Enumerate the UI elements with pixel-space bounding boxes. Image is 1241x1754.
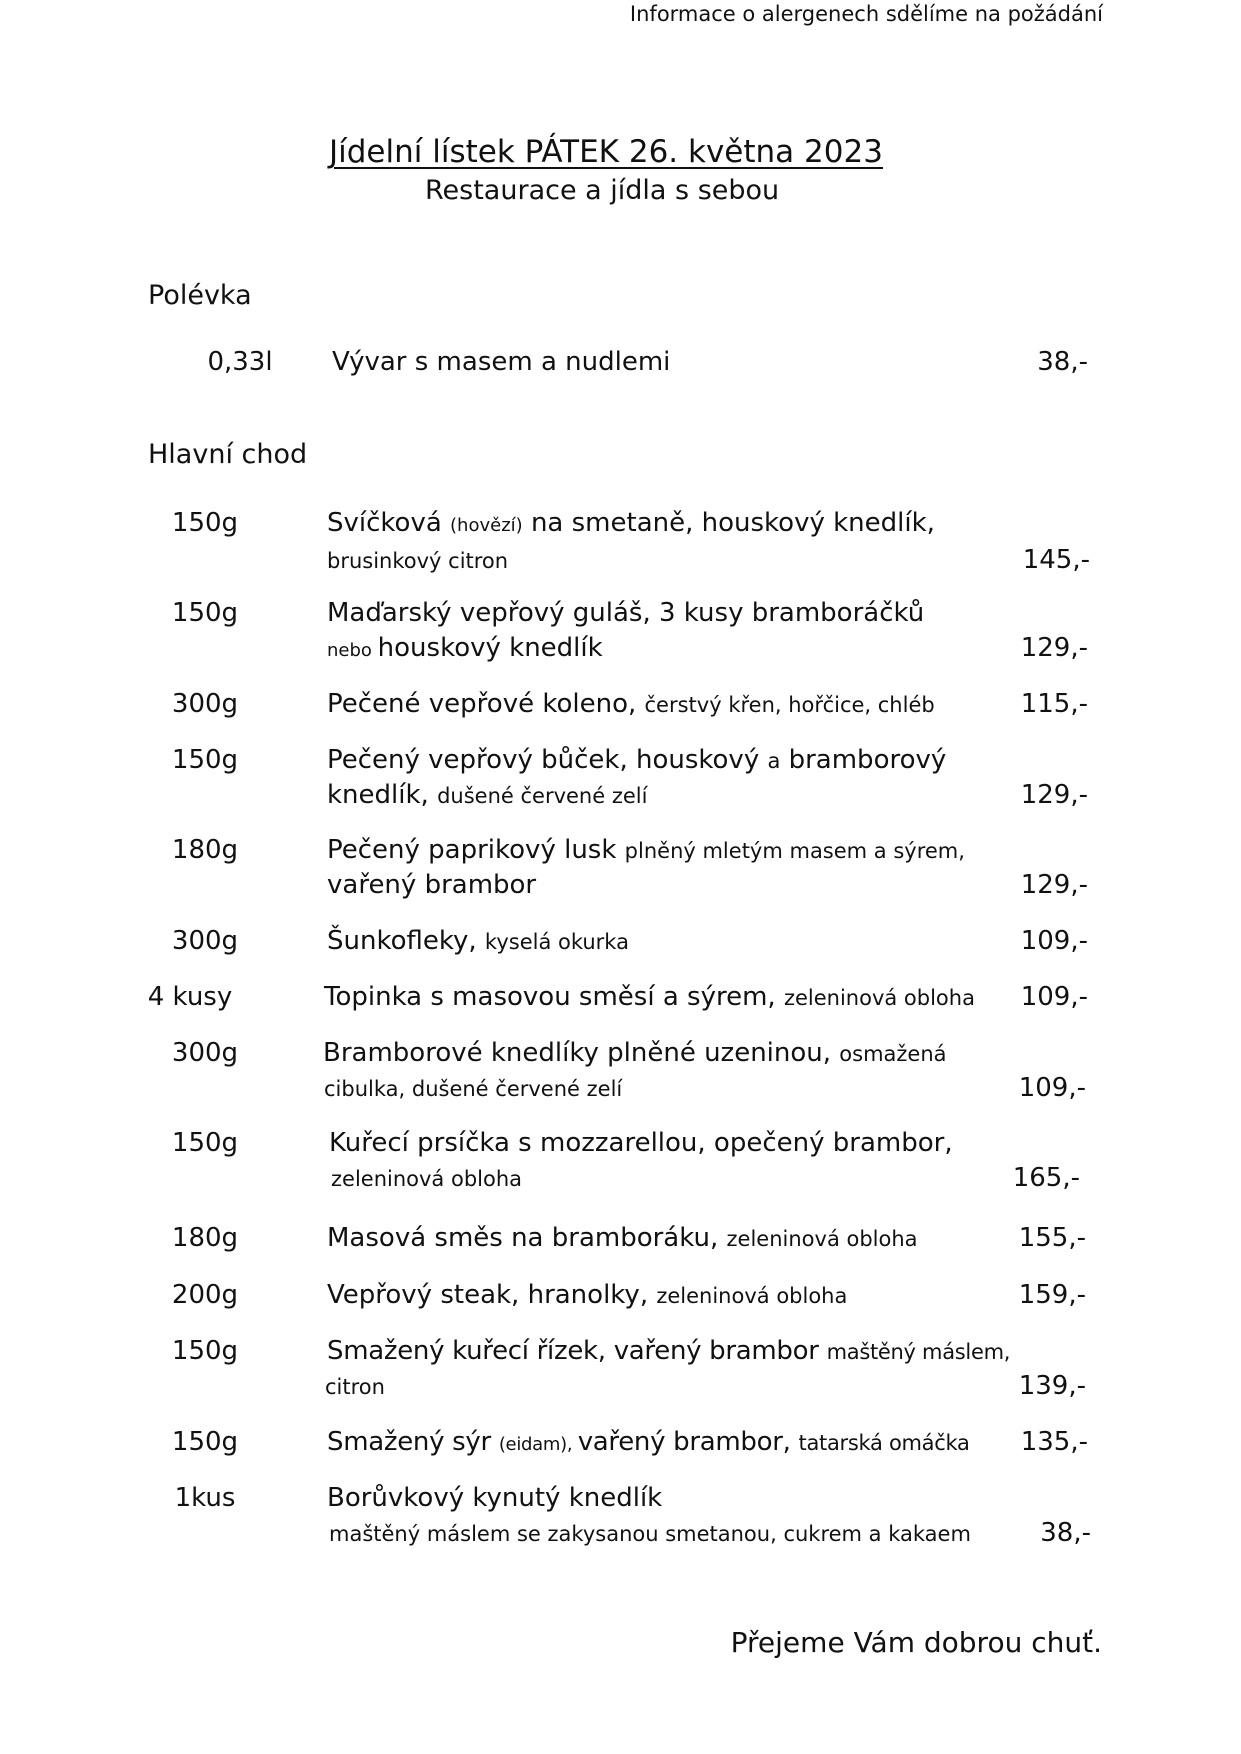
section-heading-soup: Polévka [148, 280, 252, 311]
item-weight: 150g [171, 598, 239, 628]
item-name: Svíčková (hovězí) na smetaně, houskový knedlík, [327, 508, 935, 538]
item-weight: 150g [171, 1336, 239, 1366]
item-description: citron [325, 1375, 385, 1399]
item-weight: 0,33l [207, 347, 273, 377]
item-price: 129,- [1020, 633, 1088, 663]
item-price: 109,- [1020, 926, 1088, 956]
item-price: 115,- [1020, 689, 1088, 719]
item-weight: 150g [171, 1128, 239, 1158]
item-name: Kuřecí prsíčka s mozzarellou, opečený brambor, [329, 1128, 953, 1158]
item-name: Pečené vepřové koleno, čerstvý křen, hořčice, chléb [327, 689, 935, 719]
item-weight: 300g [171, 1038, 239, 1068]
item-name: Maďarský vepřový guláš, 3 kusy bramboráčků [327, 598, 925, 628]
item-weight: 150g [171, 508, 239, 538]
item-weight: 150g [171, 1427, 239, 1457]
item-weight: 180g [171, 1223, 239, 1253]
item-description: maštěný máslem se zakysanou smetanou, cukrem a kakaem [329, 1522, 971, 1546]
item-weight: 300g [171, 926, 239, 956]
item-price: 155,- [1018, 1223, 1086, 1253]
item-price: 165,- [1012, 1163, 1080, 1193]
item-description: knedlík, dušené červené zelí [327, 780, 648, 810]
item-name: Masová směs na bramboráku, zeleninová obloha [327, 1223, 918, 1253]
item-name: Vývar s masem a nudlemi [332, 347, 671, 377]
item-description: cibulka, dušené červené zelí [324, 1077, 623, 1101]
item-name: Bramborové knedlíky plněné uzeninou, osmažená [323, 1038, 947, 1068]
item-weight: 150g [171, 745, 239, 775]
item-price: 135,- [1020, 1427, 1088, 1457]
item-name: Topinka s masovou směsí a sýrem, zeleninová obloha [324, 982, 975, 1012]
item-price: 109,- [1020, 982, 1088, 1012]
item-weight: 1kus [174, 1483, 236, 1513]
item-name: Pečený paprikový lusk plněný mletým masem a sýrem, [327, 835, 965, 865]
allergen-note: Informace o alergenech sdělíme na požádání [629, 2, 1103, 26]
item-price: 139,- [1018, 1371, 1086, 1401]
section-heading-main: Hlavní chod [148, 439, 308, 470]
item-price: 129,- [1020, 780, 1088, 810]
item-name: Šunkofleky, kyselá okurka [327, 926, 629, 956]
item-description: zeleninová obloha [331, 1167, 523, 1191]
item-weight: 180g [171, 835, 239, 865]
menu-subtitle: Restaurace a jídla s sebou [425, 175, 780, 206]
item-price: 129,- [1020, 870, 1088, 900]
menu-title: Jídelní lístek PÁTEK 26. května 2023 [329, 134, 883, 170]
item-weight: 200g [171, 1280, 239, 1310]
item-description: vařený brambor [327, 870, 537, 900]
item-price: 145,- [1022, 545, 1090, 575]
closing-wish: Přejeme Vám dobrou chuť. [730, 1626, 1102, 1659]
item-weight: 4 kusy [147, 982, 233, 1012]
item-price: 38,- [1040, 1518, 1091, 1548]
item-description: brusinkový citron [327, 549, 509, 573]
item-price: 159,- [1018, 1280, 1086, 1310]
item-name: Smažený sýr (eidam), vařený brambor, tatarská omáčka [327, 1427, 970, 1457]
item-price: 38,- [1037, 347, 1088, 377]
item-description: nebo houskový knedlík [327, 633, 603, 663]
item-name: Pečený vepřový bůček, houskový a bramborový [327, 745, 947, 775]
item-name: Smažený kuřecí řízek, vařený brambor maštěný máslem, [327, 1336, 1011, 1366]
item-price: 109,- [1018, 1073, 1086, 1103]
item-name: Vepřový steak, hranolky, zeleninová obloha [327, 1280, 848, 1310]
item-name: Borůvkový kynutý knedlík [327, 1483, 663, 1513]
item-weight: 300g [171, 689, 239, 719]
